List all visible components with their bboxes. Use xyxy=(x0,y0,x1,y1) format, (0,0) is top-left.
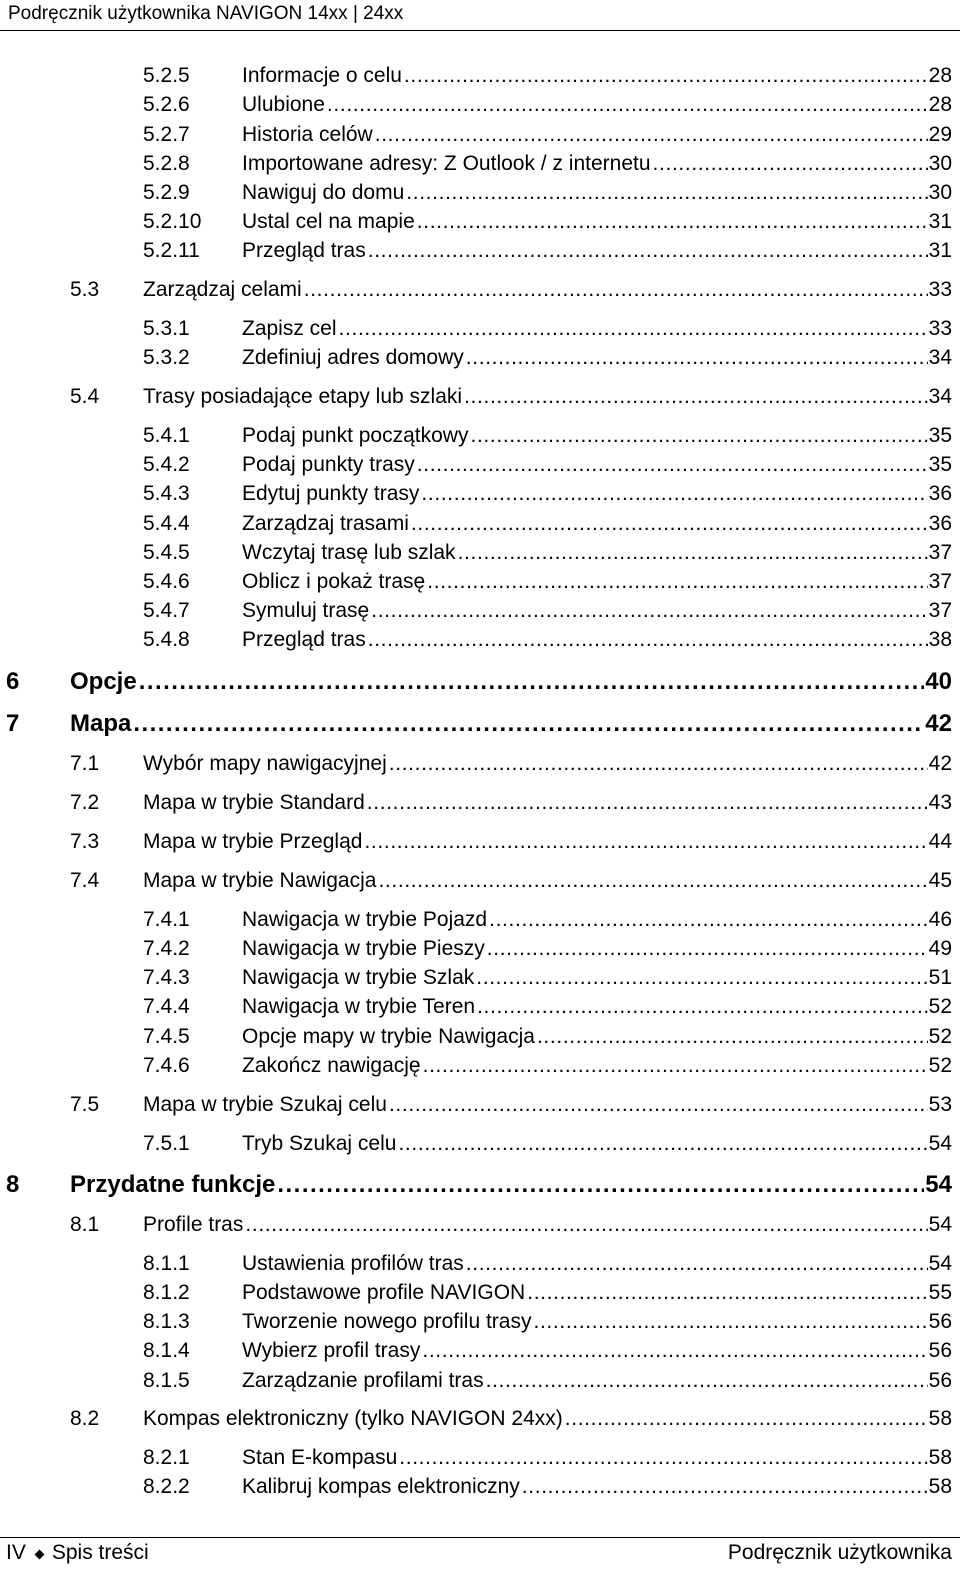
toc-dot-leader xyxy=(375,123,928,147)
toc-dot-leader xyxy=(489,908,928,932)
toc-dot-leader xyxy=(139,668,925,696)
toc-entry-page: 36 xyxy=(928,512,952,535)
toc-entry[interactable] xyxy=(143,1025,952,1051)
toc-dot-leader xyxy=(368,239,928,263)
toc-entry[interactable] xyxy=(70,1093,952,1119)
toc-entry-title: Nawigacja w trybie Szlak xyxy=(242,966,475,989)
toc-entry[interactable] xyxy=(143,966,952,992)
toc-entry-number: 5.2.7 xyxy=(143,123,190,146)
toc-entry-title: Nawigacja w trybie Pojazd xyxy=(242,908,488,931)
toc-entry-title: Trasy posiadające etapy lub szlaki xyxy=(143,385,463,408)
toc-entry-page: 46 xyxy=(928,908,952,931)
toc-entry-page: 37 xyxy=(928,599,952,622)
toc-entry-title: Nawigacja w trybie Pieszy xyxy=(242,937,485,960)
toc-entry-title: Tryb Szukaj celu xyxy=(242,1132,397,1155)
toc-entry[interactable] xyxy=(6,1171,952,1201)
toc-entry-number: 5.4.8 xyxy=(143,628,190,651)
toc-entry-title: Ustal cel na mapie xyxy=(242,210,415,233)
toc-entry-page: 36 xyxy=(928,482,952,505)
toc-entry-title: Przegląd tras xyxy=(242,628,366,651)
toc-entry-title: Nawigacja w trybie Teren xyxy=(242,995,476,1018)
toc-entry-title: Ulubione xyxy=(242,93,325,116)
toc-dot-leader xyxy=(417,453,928,477)
toc-dot-leader xyxy=(404,64,928,88)
toc-entry-number: 5.4.7 xyxy=(143,599,190,622)
toc-entry-title: Oblicz i pokaż trasę xyxy=(242,570,426,593)
toc-entry-page: 54 xyxy=(928,1213,952,1236)
toc-entry[interactable] xyxy=(143,995,952,1021)
toc-entry-page: 30 xyxy=(928,181,952,204)
toc-entry-title: Opcje xyxy=(70,668,137,695)
header-title: Podręcznik użytkownika NAVIGON 14xx | 24xx xyxy=(8,3,404,24)
toc-entry[interactable] xyxy=(143,1310,952,1336)
toc-entry-page: 28 xyxy=(928,93,952,116)
toc-entry[interactable] xyxy=(143,317,952,343)
toc-entry-title: Zakończ nawigację xyxy=(242,1054,421,1077)
toc-entry-number: 5.4 xyxy=(70,385,100,408)
toc-dot-leader xyxy=(304,278,928,302)
toc-entry-number: 7.4.4 xyxy=(143,995,190,1018)
toc-entry-title: Opcje mapy w trybie Nawigacja xyxy=(242,1025,535,1048)
toc-entry-page: 52 xyxy=(928,1054,952,1077)
toc-entry-page: 33 xyxy=(928,317,952,340)
toc-entry-title: Symuluj trasę xyxy=(242,599,370,622)
toc-dot-leader xyxy=(476,966,927,990)
toc-entry-title: Podaj punkt początkowy xyxy=(242,424,469,447)
toc-entry-page: 55 xyxy=(928,1281,952,1304)
footer-left xyxy=(6,1541,149,1565)
toc-entry[interactable] xyxy=(143,181,952,207)
toc-entry[interactable] xyxy=(6,710,952,740)
toc-entry-number: 5.2.9 xyxy=(143,181,190,204)
toc-dot-leader xyxy=(427,570,927,594)
toc-dot-leader xyxy=(527,1281,927,1305)
toc-entry-title: Zapisz cel xyxy=(242,317,337,340)
toc-entry[interactable] xyxy=(143,346,952,372)
toc-entry[interactable] xyxy=(143,93,952,119)
toc-entry-page: 49 xyxy=(928,937,952,960)
toc-dot-leader xyxy=(422,1339,927,1363)
toc-dot-leader xyxy=(486,1369,928,1393)
toc-entry-number: 5.2.6 xyxy=(143,93,190,116)
toc-entry-number: 8.1.2 xyxy=(143,1281,190,1304)
toc-dot-leader xyxy=(565,1407,928,1431)
toc-entry-number: 7.4.2 xyxy=(143,937,190,960)
toc-entry[interactable] xyxy=(143,239,952,265)
toc-dot-leader xyxy=(466,346,928,370)
toc-entry-page: 35 xyxy=(928,453,952,476)
toc-entry-title: Przegląd tras xyxy=(242,239,366,262)
toc-entry-number: 5.4.6 xyxy=(143,570,190,593)
toc-entry[interactable] xyxy=(143,908,952,934)
toc-entry[interactable] xyxy=(143,1281,952,1307)
toc-entry[interactable] xyxy=(70,278,952,304)
toc-dot-leader xyxy=(537,1025,928,1049)
toc-entry-page: 42 xyxy=(925,710,952,737)
toc-entry-number: 5.3.2 xyxy=(143,346,190,369)
toc-entry-page: 34 xyxy=(928,385,952,408)
toc-entry-number: 5.4.4 xyxy=(143,512,190,535)
toc-entry-title: Mapa w trybie Szukaj celu xyxy=(143,1093,387,1116)
toc-entry-page: 51 xyxy=(928,966,952,989)
toc-dot-leader xyxy=(389,1093,928,1117)
toc-entry[interactable] xyxy=(143,541,952,567)
toc-dot-leader xyxy=(423,1054,928,1078)
toc-entry-number: 5.4.1 xyxy=(143,424,190,447)
toc-entry-page: 40 xyxy=(925,668,952,695)
toc-entry[interactable] xyxy=(143,1475,952,1501)
toc-dot-leader xyxy=(411,512,928,536)
toc-entry-number: 5.2.8 xyxy=(143,152,190,175)
toc-dot-leader xyxy=(487,937,928,961)
toc-entry-title: Ustawienia profilów tras xyxy=(242,1252,464,1275)
toc-entry-title: Podaj punkty trasy xyxy=(242,453,415,476)
toc-dot-leader xyxy=(458,541,928,565)
toc-entry-title: Kalibruj kompas elektroniczny xyxy=(242,1475,520,1498)
toc-entry-number: 7.3 xyxy=(70,830,100,853)
toc-dot-leader xyxy=(470,424,927,448)
toc-entry-page: 54 xyxy=(925,1171,952,1198)
toc-entry-number: 5.4.5 xyxy=(143,541,190,564)
toc-dot-leader xyxy=(466,1252,928,1276)
toc-entry-title: Zarządzanie profilami tras xyxy=(242,1369,484,1392)
toc-entry-title: Podstawowe profile NAVIGON xyxy=(242,1281,526,1304)
toc-dot-leader xyxy=(399,1446,927,1470)
toc-entry[interactable] xyxy=(143,1369,952,1395)
toc-entry-number: 8.2 xyxy=(70,1407,100,1430)
toc-entry[interactable] xyxy=(143,1252,952,1278)
toc-entry[interactable] xyxy=(143,570,952,596)
toc-entry-page: 30 xyxy=(928,152,952,175)
toc-entry-number: 7.4.5 xyxy=(143,1025,190,1048)
footer-divider xyxy=(0,1537,960,1538)
toc-entry[interactable] xyxy=(70,791,952,817)
toc-entry-title: Wczytaj trasę lub szlak xyxy=(242,541,456,564)
toc-entry-title: Mapa xyxy=(70,710,132,737)
toc-entry-page: 58 xyxy=(928,1475,952,1498)
toc-entry-number: 7.1 xyxy=(70,752,100,775)
toc-entry-title: Tworzenie nowego profilu trasy xyxy=(242,1310,532,1333)
toc-entry-title: Mapa w trybie Przegląd xyxy=(143,830,363,853)
toc-dot-leader xyxy=(421,482,927,506)
toc-entry[interactable] xyxy=(143,152,952,178)
toc-entry-number: 5.2.10 xyxy=(143,210,202,233)
toc-entry-title: Importowane adresy: Z Outlook / z internetu xyxy=(242,152,651,175)
toc-entry-number: 8.1.4 xyxy=(143,1339,190,1362)
toc-entry-page: 53 xyxy=(928,1093,952,1116)
toc-dot-leader xyxy=(464,385,928,409)
toc-entry[interactable] xyxy=(143,1054,952,1080)
toc-entry-number: 8.1.1 xyxy=(143,1252,190,1275)
toc-entry-title: Wybór mapy nawigacyjnej xyxy=(143,752,387,775)
toc-dot-leader xyxy=(133,710,924,738)
toc-entry[interactable] xyxy=(143,512,952,538)
toc-dot-leader xyxy=(339,317,928,341)
toc-entry-title: Kompas elektroniczny (tylko NAVIGON 24xx) xyxy=(143,1407,563,1430)
toc-entry-number: 8 xyxy=(6,1171,20,1198)
toc-entry-number: 8.2.1 xyxy=(143,1446,190,1469)
toc-dot-leader xyxy=(327,93,928,117)
toc-dot-leader xyxy=(367,791,928,815)
toc-entry-title: Wybierz profil trasy xyxy=(242,1339,421,1362)
toc-dot-leader xyxy=(533,1310,927,1334)
toc-entry-number: 5.3.1 xyxy=(143,317,190,340)
toc-entry[interactable] xyxy=(143,210,952,236)
footer-section-name: Spis treści xyxy=(51,1541,149,1564)
toc-entry-page: 45 xyxy=(928,869,952,892)
toc-dot-leader xyxy=(522,1475,928,1499)
toc-entry-title: Stan E-kompasu xyxy=(242,1446,398,1469)
toc-entry-title: Mapa w trybie Nawigacja xyxy=(143,869,377,892)
toc-entry-number: 7.2 xyxy=(70,791,100,814)
toc-dot-leader xyxy=(398,1132,927,1156)
toc-entry-title: Nawiguj do domu xyxy=(242,181,405,204)
toc-entry[interactable] xyxy=(70,830,952,856)
toc-entry-number: 7.4.6 xyxy=(143,1054,190,1077)
toc-entry[interactable] xyxy=(143,599,952,625)
toc-entry-page: 54 xyxy=(928,1132,952,1155)
toc-entry-title: Zarządzaj trasami xyxy=(242,512,409,535)
toc-entry-title: Profile tras xyxy=(143,1213,244,1236)
toc-entry-page: 56 xyxy=(928,1339,952,1362)
toc-dot-leader xyxy=(378,869,927,893)
toc-entry-number: 7.4.1 xyxy=(143,908,190,931)
toc-entry-number: 8.1 xyxy=(70,1213,100,1236)
toc-entry-number: 8.1.5 xyxy=(143,1369,190,1392)
toc-entry-number: 5.2.5 xyxy=(143,64,190,87)
toc-entry-page: 28 xyxy=(928,64,952,87)
toc-entry-page: 37 xyxy=(928,541,952,564)
toc-dot-leader xyxy=(417,210,928,234)
toc-entry-page: 29 xyxy=(928,123,952,146)
toc-entry-page: 31 xyxy=(928,210,952,233)
toc-entry-page: 31 xyxy=(928,239,952,262)
toc-entry-number: 6 xyxy=(6,668,20,695)
toc-entry-page: 34 xyxy=(928,346,952,369)
toc-entry-page: 56 xyxy=(928,1310,952,1333)
toc-dot-leader xyxy=(277,1171,924,1199)
toc-dot-leader xyxy=(477,995,928,1019)
toc-entry-title: Przydatne funkcje xyxy=(70,1171,276,1198)
toc-entry[interactable] xyxy=(143,424,952,450)
toc-entry-number: 5.2.11 xyxy=(143,239,200,262)
toc-entry-number: 7.5 xyxy=(70,1093,100,1116)
toc-dot-leader xyxy=(653,152,928,176)
toc-entry[interactable] xyxy=(143,628,952,654)
toc-entry-number: 7 xyxy=(6,710,20,737)
toc-entry[interactable] xyxy=(70,869,952,895)
toc-entry-number: 7.5.1 xyxy=(143,1132,190,1155)
toc-entry-page: 33 xyxy=(928,278,952,301)
toc-dot-leader xyxy=(368,628,928,652)
toc-entry-title: Historia celów xyxy=(242,123,373,146)
toc-dot-leader xyxy=(245,1213,927,1237)
toc-dot-leader xyxy=(371,599,927,623)
toc-entry-page: 37 xyxy=(928,570,952,593)
footer-right: Podręcznik użytkownika xyxy=(727,1541,952,1564)
toc-entry-page: 58 xyxy=(928,1446,952,1469)
toc-entry-page: 52 xyxy=(928,1025,952,1048)
toc-entry-number: 5.4.3 xyxy=(143,482,190,505)
diamond-bullet-icon xyxy=(34,1549,44,1559)
toc-entry[interactable] xyxy=(143,1132,952,1158)
toc-entry[interactable] xyxy=(70,1213,952,1239)
toc-entry-page: 43 xyxy=(928,791,952,814)
toc-entry[interactable] xyxy=(143,1339,952,1365)
toc-entry-number: 7.4.3 xyxy=(143,966,190,989)
toc-entry-number: 7.4 xyxy=(70,869,100,892)
toc-entry-number: 8.2.2 xyxy=(143,1475,190,1498)
toc-entry-title: Mapa w trybie Standard xyxy=(143,791,365,814)
toc-entry-number: 5.3 xyxy=(70,278,100,301)
toc-dot-leader xyxy=(364,830,927,854)
toc-entry-title: Zarządzaj celami xyxy=(143,278,302,301)
footer-page-number: IV xyxy=(6,1541,26,1564)
toc-entry[interactable] xyxy=(70,1407,952,1433)
toc-entry-page: 38 xyxy=(928,628,952,651)
toc-entry[interactable] xyxy=(6,668,952,698)
toc-entry[interactable] xyxy=(143,123,952,149)
toc-entry-title: Zdefiniuj adres domowy xyxy=(242,346,464,369)
toc-entry-title: Edytuj punkty trasy xyxy=(242,482,420,505)
toc-entry-number: 8.1.3 xyxy=(143,1310,190,1333)
toc-entry-page: 56 xyxy=(928,1369,952,1392)
toc-entry-page: 35 xyxy=(928,424,952,447)
toc-entry-page: 58 xyxy=(928,1407,952,1430)
toc-entry[interactable] xyxy=(143,937,952,963)
toc-dot-leader xyxy=(406,181,927,205)
toc-entry[interactable] xyxy=(70,385,952,411)
toc-dot-leader xyxy=(389,752,928,776)
toc-entry[interactable] xyxy=(143,1446,952,1472)
toc-entry[interactable] xyxy=(143,453,952,479)
toc-entry[interactable] xyxy=(143,482,952,508)
toc-entry-page: 44 xyxy=(928,830,952,853)
toc-entry-page: 54 xyxy=(928,1252,952,1275)
toc-entry-number: 5.4.2 xyxy=(143,453,190,476)
toc-entry[interactable] xyxy=(70,752,952,778)
toc-entry-title: Informacje o celu xyxy=(242,64,402,87)
toc-entry-page: 42 xyxy=(928,752,952,775)
toc-entry-page: 52 xyxy=(928,995,952,1018)
toc-entry[interactable] xyxy=(143,64,952,90)
